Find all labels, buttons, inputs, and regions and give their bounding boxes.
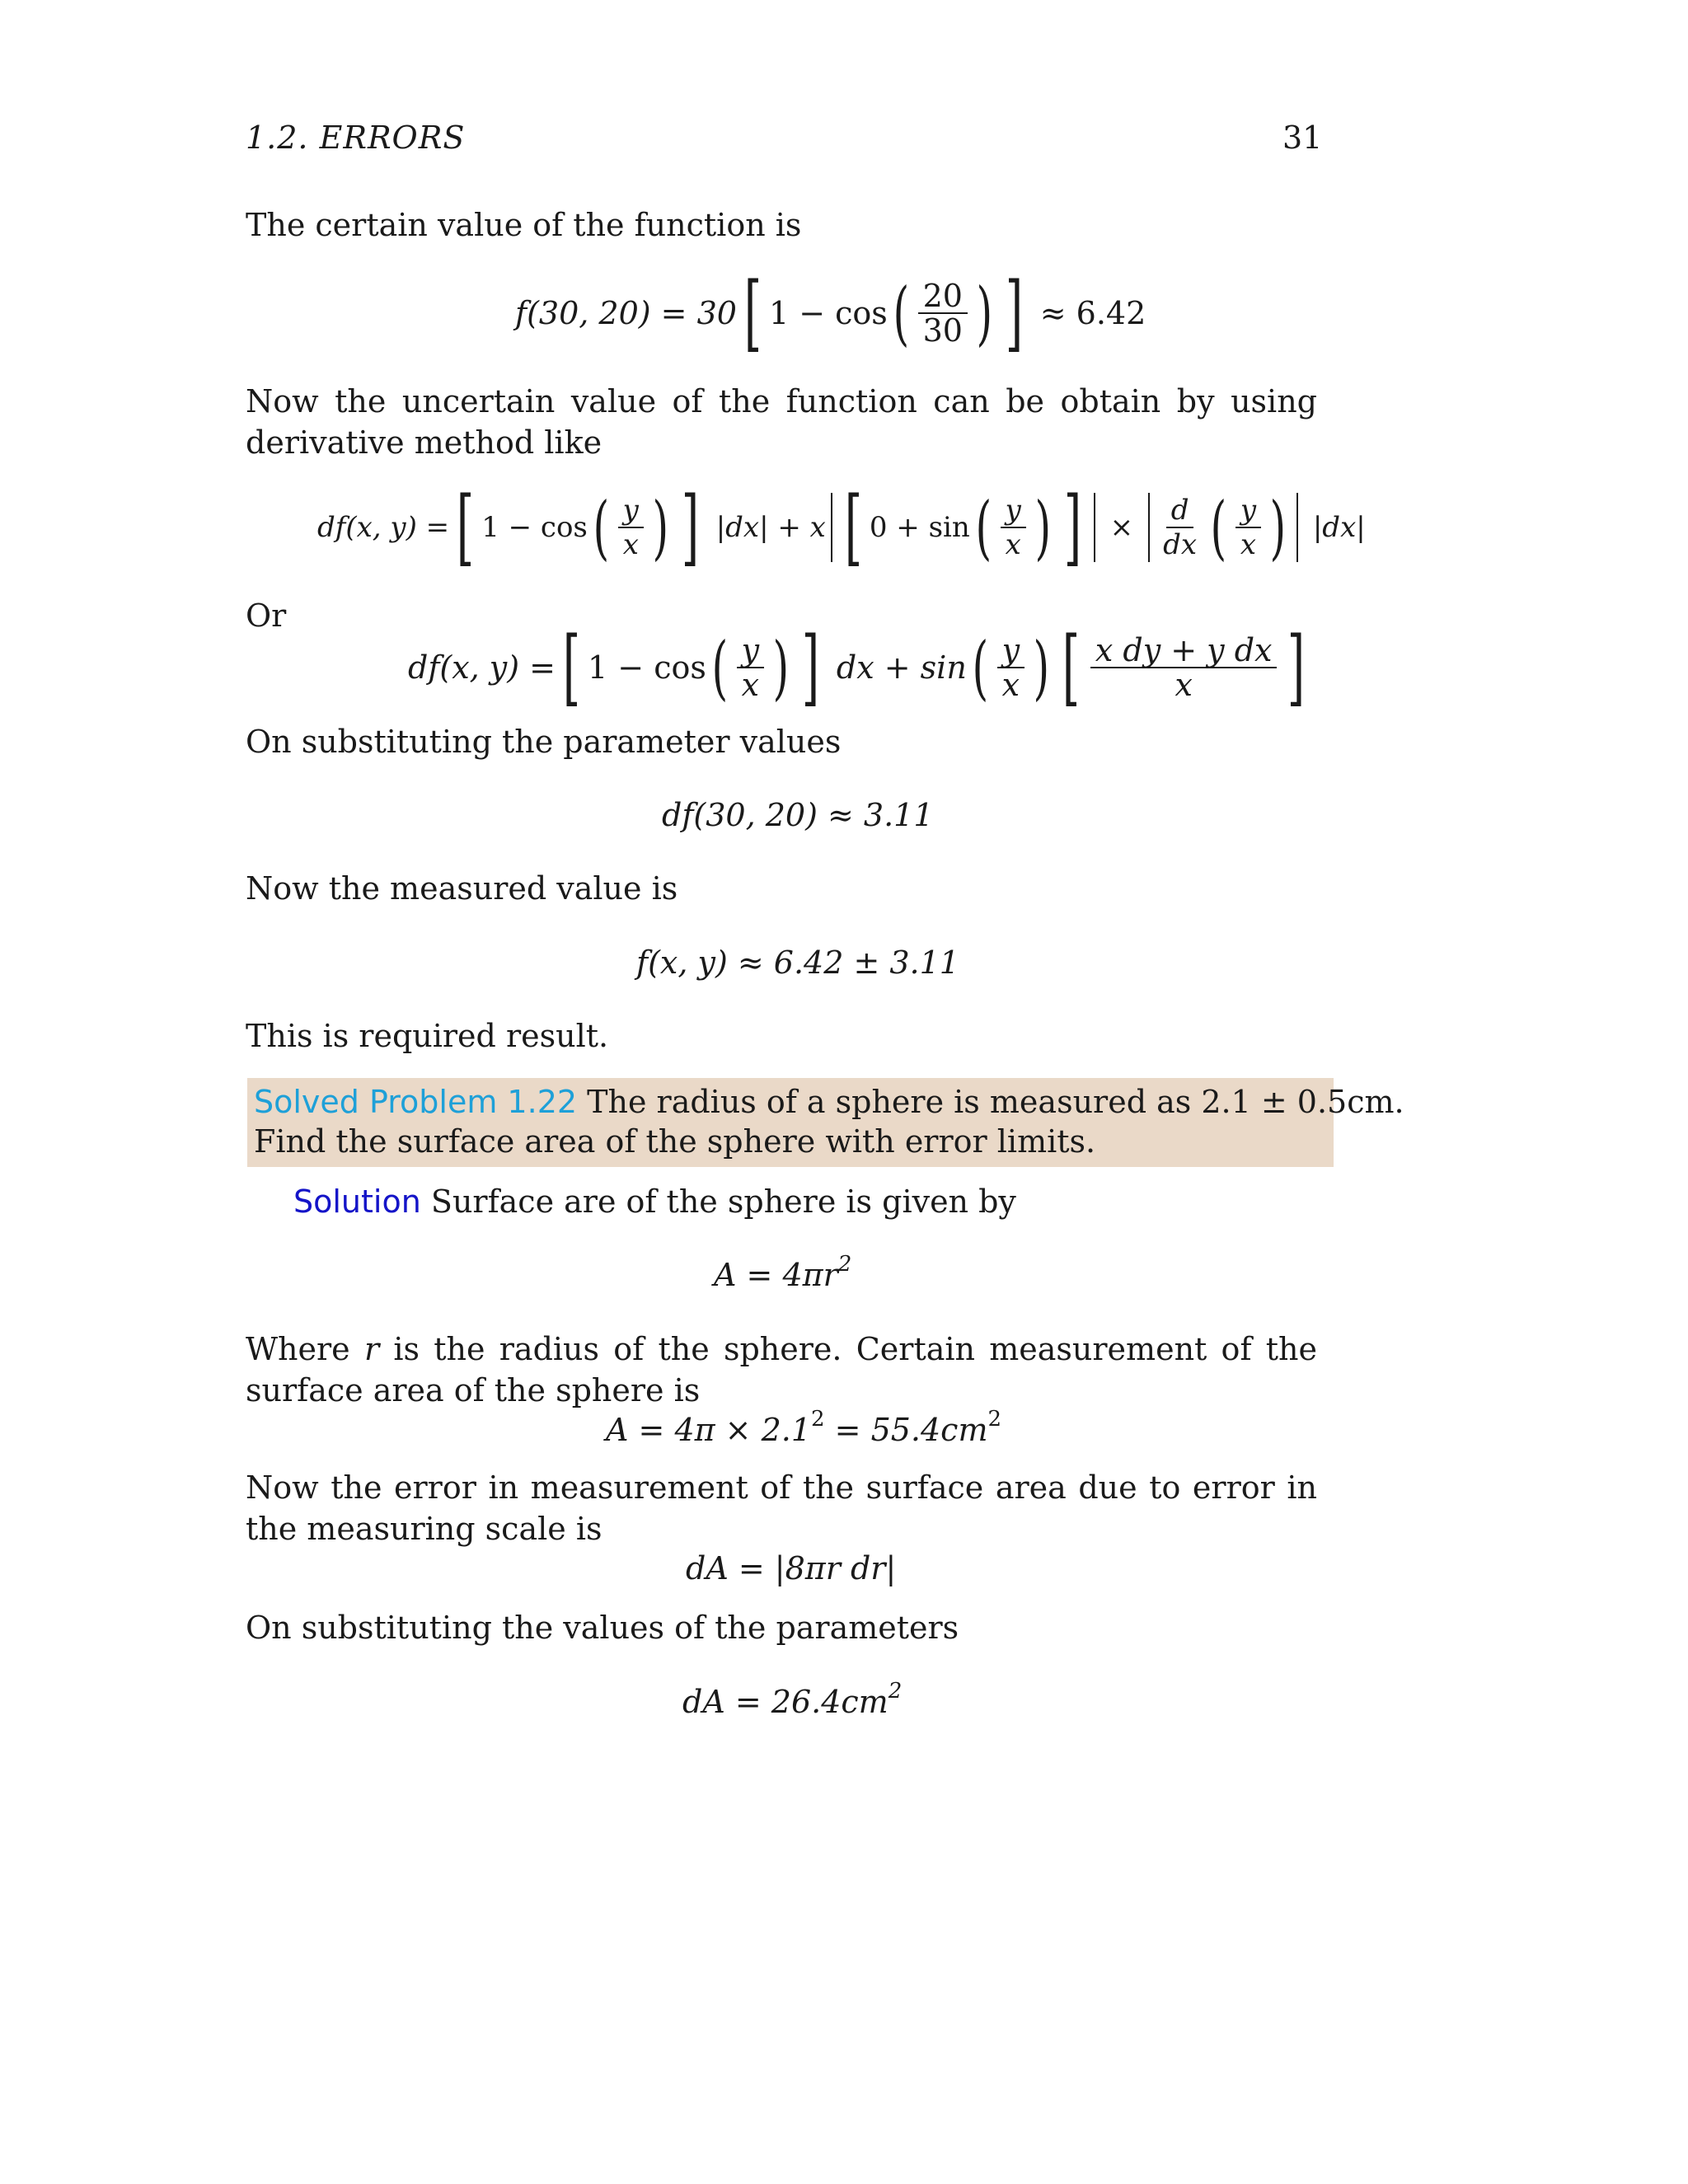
right-paren: ) (1269, 487, 1287, 568)
eq-main: dA = 26.4cm (682, 1684, 889, 1720)
problem-line-1 (254, 1081, 1404, 1122)
right-paren: ) (772, 627, 790, 708)
equation-surface-area (714, 1254, 851, 1296)
denominator: x (741, 667, 760, 703)
solution-line (293, 1181, 1016, 1222)
equation-area-error-value (682, 1681, 902, 1722)
left-bracket: [ (743, 265, 762, 361)
fraction (1158, 494, 1202, 561)
paragraph (246, 1329, 1317, 1411)
numerator: y (1236, 494, 1261, 528)
left-paren: ( (593, 487, 610, 568)
paragraph: On substituting the parameter values (246, 724, 842, 760)
equation-measured-value: f(x, y) ≈ 6.42 ± 3.11 (636, 944, 959, 981)
fraction (1090, 634, 1278, 701)
paragraph: The certain value of the function is (246, 207, 802, 243)
left-paren: ( (975, 487, 992, 568)
paragraph: Now the measured value is (246, 870, 678, 907)
right-paren: ) (976, 273, 993, 354)
eq-term: |dx| (1312, 511, 1366, 544)
exponent: 2 (837, 1252, 852, 1277)
eq-lhs: f(30, 20) = 30 (515, 295, 737, 331)
problem-line-2: Find the surface area of the sphere with error limits. (254, 1123, 1096, 1160)
equation-df-value: df(30, 20) ≈ 3.11 (662, 797, 934, 833)
right-bracket: ] (1005, 265, 1023, 361)
paragraph: This is required result. (246, 1018, 609, 1054)
running-header-section: 1.2. ERRORS (246, 120, 466, 156)
eq-lhs: df(x, y) = (408, 649, 556, 686)
equation-area-value (606, 1409, 1001, 1451)
right-bracket: ] (681, 479, 699, 575)
abs-bar (1094, 493, 1095, 562)
left-bracket: [ (1062, 619, 1081, 715)
text: Where (246, 1331, 364, 1367)
numerator: y (997, 634, 1025, 668)
numerator: y (737, 634, 764, 668)
numerator: y (618, 494, 644, 528)
times-sign: × (1109, 511, 1134, 544)
left-paren: ( (972, 627, 989, 708)
denominator: x (1001, 667, 1020, 703)
exponent: 2 (987, 1407, 1002, 1432)
eq-term: 1 − cos (588, 649, 706, 686)
denominator: x (622, 528, 639, 561)
left-bracket: [ (562, 619, 581, 715)
denominator: dx (1163, 528, 1198, 561)
paragraph: Now the uncertain value of the function can be obtain by using derivative method like (246, 383, 1317, 461)
eq-term: 1 − cos (768, 295, 888, 331)
left-bracket: [ (844, 479, 863, 575)
fraction (1001, 494, 1026, 561)
eq-part: = 55.4cm (824, 1412, 988, 1448)
equation-certain-value (515, 264, 1146, 363)
eq-term: 1 − cos (481, 511, 588, 544)
or-label: Or (246, 598, 287, 634)
right-paren: ) (1033, 627, 1050, 708)
exponent: 2 (888, 1679, 903, 1704)
eq-rhs: ≈ 6.42 (1039, 295, 1146, 331)
right-bracket: ] (1287, 619, 1306, 715)
right-paren: ) (652, 487, 669, 568)
fraction (918, 279, 968, 347)
paragraph: On substituting the values of the parameters (246, 1610, 959, 1646)
abs-bar (1148, 493, 1150, 562)
right-bracket: ] (801, 619, 820, 715)
right-paren: ) (1034, 487, 1052, 568)
abs-bar (1296, 493, 1298, 562)
eq-term: |dx| + x (715, 511, 826, 544)
eq-main: A = 4πr (714, 1257, 838, 1293)
denominator: 30 (922, 312, 963, 349)
problem-label: Solved Problem 1.22 (254, 1084, 578, 1120)
left-paren: ( (711, 627, 729, 708)
fraction (997, 634, 1025, 701)
equation-derivative (317, 478, 1366, 577)
numerator: y (1001, 494, 1026, 528)
left-paren: ( (893, 273, 910, 354)
equation-differential (408, 618, 1312, 717)
abs-bar (831, 493, 832, 562)
left-bracket: [ (456, 479, 475, 575)
eq-term: dx + sin (836, 649, 967, 686)
fraction (737, 634, 764, 701)
solution-text: Surface are of the sphere is given by (430, 1183, 1016, 1220)
numerator: d (1166, 494, 1194, 528)
variable: r (363, 1331, 380, 1367)
left-paren: ( (1210, 487, 1227, 568)
paragraph: Now the error in measurement of the surface area due to error in the measuring scale is (246, 1469, 1317, 1547)
denominator: x (1175, 667, 1193, 703)
solution-label: Solution (293, 1183, 421, 1220)
numerator: 20 (918, 279, 968, 314)
fraction (618, 494, 644, 561)
numerator: x dy + y dx (1090, 634, 1278, 668)
eq-lhs: df(x, y) = (317, 511, 450, 544)
right-bracket: ] (1063, 479, 1081, 575)
eq-part: A = 4π × 2.1 (606, 1412, 812, 1448)
page-number: 31 (1282, 120, 1323, 156)
exponent: 2 (811, 1407, 825, 1432)
denominator: x (1005, 528, 1021, 561)
denominator: x (1240, 528, 1257, 561)
problem-text: The radius of a sphere is measured as 2.1 ± 0.5cm. (587, 1084, 1404, 1120)
equation-area-error: dA = |8πr dr| (686, 1550, 897, 1586)
text: is the radius of the sphere. Certain measurement of the surface area of the sphere is (246, 1331, 1317, 1408)
eq-term: 0 + sin (869, 511, 970, 544)
fraction (1236, 494, 1261, 561)
